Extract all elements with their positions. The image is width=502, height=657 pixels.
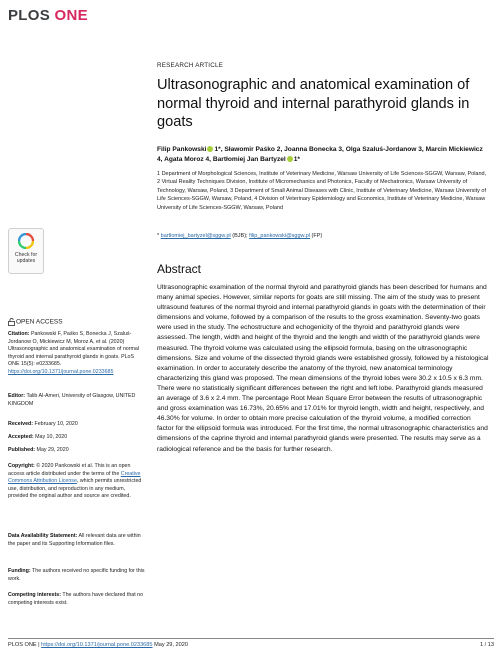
orcid-icon[interactable] bbox=[207, 146, 213, 152]
editor-text: Talib Al-Ameri, University of Glasgow, UNITED KINGDOM bbox=[8, 393, 136, 407]
author-name[interactable]: 3, Olga Szaluś-Jordanow bbox=[338, 146, 417, 154]
citation-text: Pankowski F, Paśko S, Bonecka J, Szaluś-Jordanow O, Mickiewicz M, Moroz A, et al. (2020) Ultrasonographic and anatomical examination of normal thyroid and internal parathyroid glands in goats. PLoS ONE 15(5): e0233685. bbox=[8, 331, 140, 368]
doi-link[interactable]: https://doi.org/10.1371/journal.pone.0233685 bbox=[8, 368, 114, 375]
data-availability-label: Data Availability Statement: bbox=[8, 533, 78, 539]
author-name[interactable]: 3, Marcin Mickiewicz bbox=[418, 146, 483, 154]
open-lock-icon bbox=[8, 318, 15, 326]
abstract-text: Ultrasonographic examination of the normal thyroid and parathyroid glands has been described for humans and many animal species. However, similar reports for goats are still missing. The aim of the study was to present ultrasound features of the normal thyroid and internal parathyroid glands in goats with the determination of their dimensions and volume, followed by a comparison of the results to the gross examination. Seventy-two goats were used in the study. The echostructure and echogenicity of the thyroid and parathyroid glands were assessed. The length, width and height of the thyroid and the length and width of the parathyroid glands were measured. The thyroid volume was calculated using the ellipsoid formula, basing on the ultrasonographic dimensions. Size and volume of the dissected thyroid glands were established grossly, followed by a histological examination. In order to accurately describe the anatomy of the thyroid, new anatomical terminology characterizing this gland was proposed. The mean dimensions of the thyroid lobes were 30.2 x 10.5 x 6.3 mm. There were no statistically significant differences between the right and left lobe. Parathyroid glands measured an average of 3.6 x 2.4 mm. The percentage Root Mean Square Error between the results of ultrasonographic and gross examination was 16.73%, 20.65% and 17.01% for thyroid length, width and height, respectively, and 46.30% for volume. In order to obtain more precise calculation of the thyroid volume, a modified correction factor for the ellipsoid formula was introduced. For the first time, the normal ultrasonographic characteristics and dimensions of the caprine thyroid and internal parathyroid glands were presented. The results may serve as a radiological reference and be the basis for further research. bbox=[157, 284, 489, 453]
copyright bbox=[8, 463, 146, 501]
citation-label: Citation: bbox=[8, 331, 30, 337]
logo-plos: PLOS bbox=[8, 7, 51, 24]
page-number: 1 / 13 bbox=[480, 642, 494, 648]
author-name[interactable]: 4, Bartłomiej Jan Bartyzel bbox=[205, 156, 286, 164]
editor bbox=[8, 393, 146, 408]
citation bbox=[8, 331, 146, 377]
crossmark-icon bbox=[18, 233, 34, 249]
author-name[interactable]: 2, Joanna Bonecka bbox=[276, 146, 337, 154]
footer-doi-link[interactable]: https://doi.org/10.1371/journal.pone.0233685 bbox=[41, 642, 153, 648]
received-label: Received: bbox=[8, 421, 34, 427]
plos-one-logo bbox=[8, 7, 88, 24]
author-list bbox=[157, 142, 487, 165]
abstract-heading: Abstract bbox=[157, 262, 202, 276]
article-title: Ultrasonographic and anatomical examination of normal thyroid and internal parathyroid glands in goats bbox=[157, 77, 470, 131]
author-name[interactable]: Filip Pankowski bbox=[157, 146, 207, 154]
correspondence-star: * bbox=[157, 233, 161, 239]
footer-date: May 29, 2020 bbox=[152, 642, 188, 648]
copyright-text: © 2020 Pankowski et al. This is an open access article distributed under the terms of the bbox=[8, 463, 131, 477]
data-availability bbox=[8, 533, 146, 548]
published-label: Published: bbox=[8, 447, 36, 453]
author-name[interactable]: 1*, Sławomir Paśko bbox=[214, 146, 275, 154]
received-text: February 10, 2020 bbox=[33, 421, 78, 427]
license-link[interactable]: Creative Commons Attribution License bbox=[8, 470, 141, 485]
competing-text: The authors have declared that no competing interests exist. bbox=[8, 592, 144, 606]
funding bbox=[8, 568, 146, 583]
orcid-icon[interactable] bbox=[287, 156, 293, 162]
funding-text: The authors received no specific funding for this work. bbox=[8, 568, 145, 582]
correspondence-text: (BJB); bbox=[230, 233, 250, 239]
open-access bbox=[8, 318, 63, 326]
competing-label: Competing interests: bbox=[8, 592, 61, 598]
accepted bbox=[8, 434, 146, 442]
footer-divider bbox=[8, 638, 494, 639]
correspondence-text: (FP) bbox=[310, 233, 323, 239]
copyright-text: , which permits unrestricted use, distribution, and reproduction in any medium, provided the original author and source are credited. bbox=[8, 478, 142, 500]
footer-journal: PLOS ONE | bbox=[8, 642, 42, 648]
received bbox=[8, 421, 146, 429]
email-link[interactable]: filip_pankowski@sggw.pl bbox=[249, 233, 311, 239]
check-updates-label: Check for updates bbox=[14, 252, 38, 265]
affiliations: 1 Department of Morphological Sciences, Institute of Veterinary Medicine, Warsaw University of Life Sciences-SGGW, Warsaw, Poland, 2 Virtual Reality Techniques Division, Institute of Micromechanics and Photonics, Faculty of Mechatronics, Warsaw University of Technology, Warsaw, Poland, 3 Department of Small Animal Diseases with Clinic, Institute of Veterinary Medicine, Warsaw University of Life Sciences-SGGW, Warsaw, Poland, 4 Division of Veterinary Epidemiology and Economics, Institute of Veterinary Medicine, Warsaw University of Life Sciences-SGGW, Warsaw, Poland bbox=[157, 171, 487, 211]
author-name[interactable]: 1* bbox=[293, 156, 300, 164]
correspondence bbox=[157, 233, 487, 239]
funding-label: Funding: bbox=[8, 568, 31, 574]
published bbox=[8, 447, 146, 455]
footer bbox=[8, 642, 188, 648]
editor-label: Editor: bbox=[8, 393, 26, 399]
published-text: May 29, 2020 bbox=[35, 447, 69, 453]
author-name[interactable]: 4, Agata Moroz bbox=[157, 156, 204, 164]
copyright-label: Copyright: bbox=[8, 463, 35, 469]
logo-one: ONE bbox=[54, 7, 88, 24]
data-availability-text: All relevant data are within the paper and its Supporting Information files. bbox=[8, 533, 141, 547]
competing-interests bbox=[8, 592, 146, 607]
email-link[interactable]: bartlomiej_bartyzel@sggw.pl bbox=[160, 233, 231, 239]
article-type: RESEARCH ARTICLE bbox=[157, 62, 224, 69]
accepted-label: Accepted: bbox=[8, 434, 34, 440]
accepted-text: May 10, 2020 bbox=[33, 434, 68, 440]
open-access-label: OPEN ACCESS bbox=[16, 318, 63, 326]
check-for-updates-badge[interactable] bbox=[8, 228, 44, 274]
